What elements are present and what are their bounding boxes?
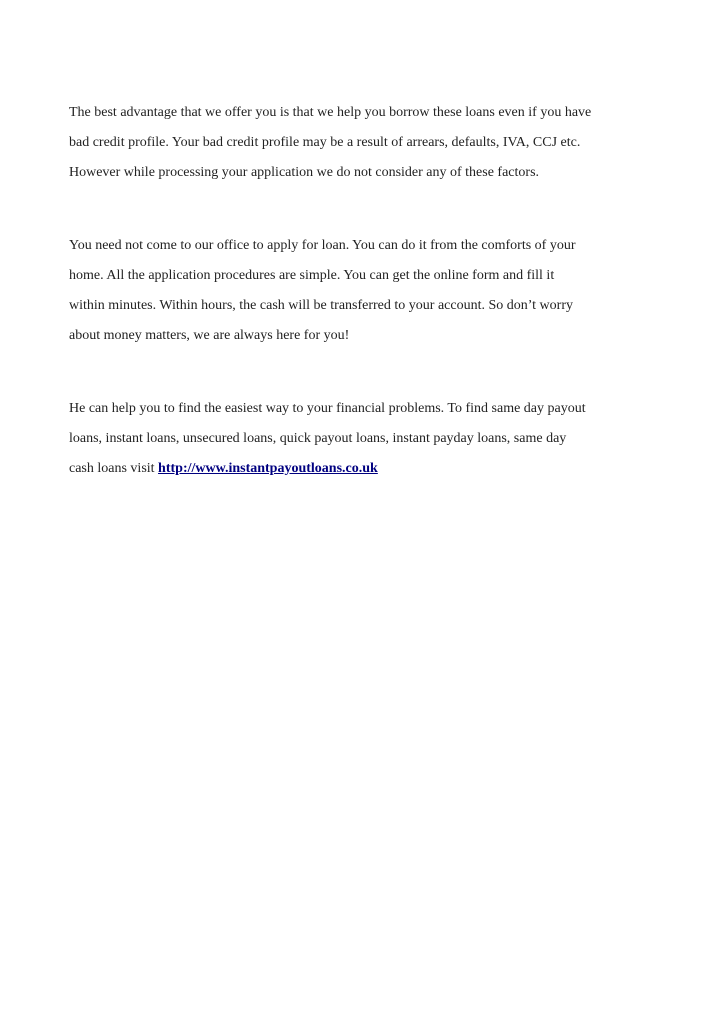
paragraph-line: home. All the application procedures are simple. You can get the online form and fill it xyxy=(69,268,555,283)
paragraph-line: You need not come to our office to apply for loan. You can do it from the comforts of your xyxy=(69,238,576,253)
paragraph-line-with-link xyxy=(69,454,669,484)
paragraph-line: loans, instant loans, unsecured loans, quick payout loans, instant payday loans, same day xyxy=(69,431,567,446)
paragraph-financial-help xyxy=(69,394,669,484)
paragraph-spacer xyxy=(69,351,669,394)
link-intro-text: cash loans visit xyxy=(69,461,159,476)
paragraph-line: However while processing your application we do not consider any of these factors. xyxy=(69,165,540,180)
paragraph-line: about money matters, we are always here for you! xyxy=(69,328,350,343)
paragraph-line: The best advantage that we offer you is that we help you borrow these loans even if you have xyxy=(69,105,592,120)
paragraph-line: bad credit profile. Your bad credit profile may be a result of arrears, defaults, IVA, CCJ etc. xyxy=(69,135,581,150)
document-body xyxy=(69,98,669,484)
paragraph-loan-advantage xyxy=(69,98,669,188)
paragraph-line: within minutes. Within hours, the cash will be transferred to your account. So don’t worry xyxy=(69,298,573,313)
paragraph-line: He can help you to find the easiest way to your financial problems. To find same day payout xyxy=(69,401,586,416)
paragraph-online-application xyxy=(69,231,669,351)
paragraph-spacer xyxy=(69,188,669,231)
website-link[interactable]: http://www.instantpayoutloans.co.uk xyxy=(158,461,378,476)
